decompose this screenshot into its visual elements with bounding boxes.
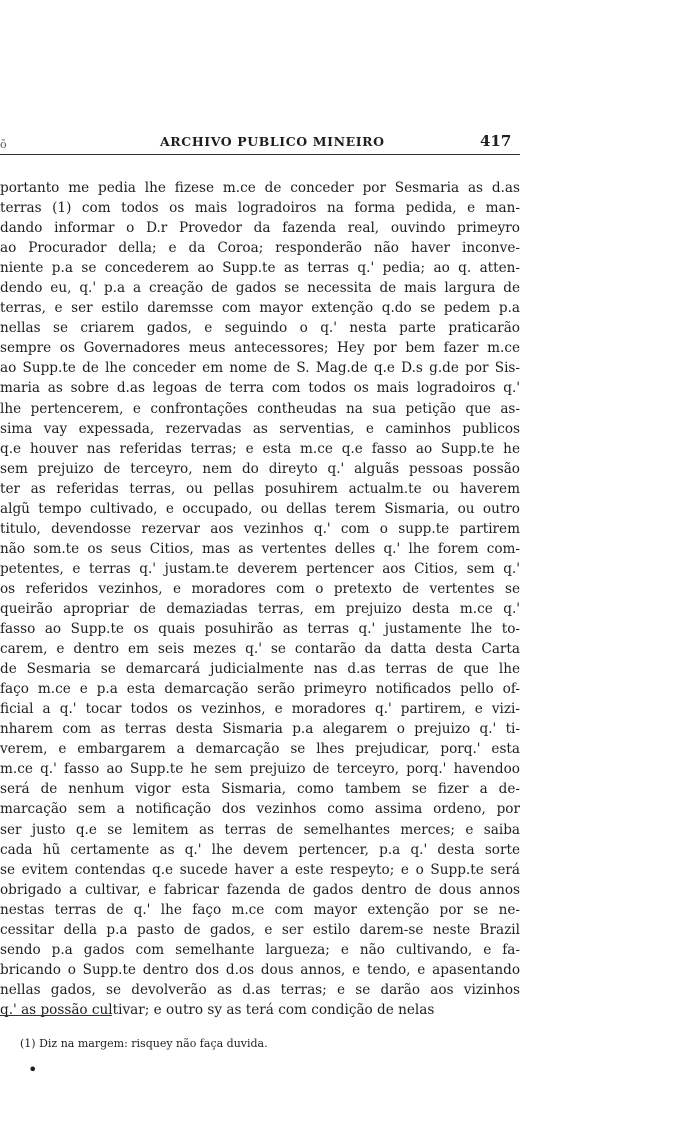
text-line: fasso ao Supp.te os quais posuhirão as terras q.' justamente lhe to-: [0, 621, 520, 638]
body-text: [0, 178, 520, 1020]
footnote: (1) Diz na margem: risquey não faça duvida.: [20, 1037, 268, 1050]
text-line: m.ce q.' fasso ao Supp.te he sem prejuizo de terceyro, porq.' havendoo: [0, 761, 520, 778]
running-title: ARCHIVO PUBLICO MINEIRO: [160, 134, 385, 149]
text-line: maria as sobre d.as legoas de terra com todos os mais logradoiros q.': [0, 380, 520, 397]
footnote-rule: [0, 1015, 112, 1016]
text-line: se evitem contendas q.e sucede haver a este respeyto; e o Supp.te será: [0, 861, 520, 878]
text-line: será de nenhum vigor esta Sismaria, como tambem se fizer a de-: [0, 781, 520, 798]
page-number: 417: [480, 132, 512, 150]
text-line: ter as referidas terras, ou pellas posuhirem actualm.te ou haverem: [0, 480, 520, 497]
text-line: faço m.ce e p.a esta demarcação serão primeyro notificados pello of-: [0, 681, 520, 698]
text-line: ser justo q.e se lemitem as terras de semelhantes merces; e saiba: [0, 821, 520, 838]
text-line: nellas gados, se devolverão as d.as terras; e se darão aos vizinhos: [0, 981, 520, 998]
text-line: q.' as possão cultivar; e outro sy as terá com condição de nelas: [0, 1001, 435, 1018]
text-line: titulo, devendosse rezervar aos vezinhos q.' com o supp.te partirem: [0, 520, 520, 537]
text-line: petentes, e terras q.' justam.te deverem pertencer aos Citios, sem q.': [0, 560, 520, 577]
text-line: terras (1) com todos os mais logradoiros na forma pedida, e man-: [0, 200, 520, 217]
text-line: niente p.a se concederem ao Supp.te as terras q.' pedia; ao q. atten-: [0, 260, 520, 277]
text-line: nellas se criarem gados, e seguindo o q.' nesta parte praticarão: [0, 320, 520, 337]
text-line: cessitar della p.a pasto de gados, e ser estilo darem-se neste Brazil: [0, 921, 520, 938]
text-line: dendo eu, q.' p.a a creação de gados se necessita de mais largura de: [0, 280, 520, 297]
text-line: verem, e embargarem a demarcação se lhes prejudicar, porq.' esta: [0, 741, 520, 758]
text-line: sempre os Governadores meus antecessores; Hey por bem fazer m.ce: [0, 340, 520, 357]
text-line: ficial a q.' tocar todos os vezinhos, e moradores q.' partirem, e vizi-: [0, 701, 520, 718]
text-line: cada hũ certamente as q.' lhe devem pertencer, p.a q.' desta sorte: [0, 841, 520, 858]
text-line: nestas terras de q.' lhe faço m.ce com mayor extenção por se ne-: [0, 901, 520, 918]
text-line: ao Supp.te de lhe conceder em nome de S. Mag.de q.e D.s g.de por Sis-: [0, 360, 520, 377]
text-line: ao Procurador della; e da Coroa; responderão não haver inconve-: [0, 240, 520, 257]
text-line: dando informar o D.r Provedor da fazenda real, ouvindo primeyro: [0, 220, 520, 237]
text-line: sem prejuizo de terceyro, nem do direyto q.' alguãs pessoas possão: [0, 460, 520, 477]
text-line: não som.te os seus Citios, mas as vertentes delles q.' lhe forem com-: [0, 540, 520, 557]
text-line: q.e houver nas referidas terras; e esta m.ce q.e fasso ao Supp.te he: [0, 440, 520, 457]
text-line: nharem com as terras desta Sismaria p.a alegarem o prejuizo q.' ti-: [0, 721, 520, 738]
running-header: [0, 130, 520, 155]
text-line: carem, e dentro em seis mezes q.' se contarão da datta desta Carta: [0, 641, 520, 658]
text-line: sendo p.a gados com semelhante largueza; e não cultivando, e fa-: [0, 941, 520, 958]
text-line: queirão apropriar de demaziadas terras, em prejuizo desta m.ce q.': [0, 600, 520, 617]
text-line: sima vay expessada, rezervadas as serventias, e caminhos publicos: [0, 420, 520, 437]
text-line: obrigado a cultivar, e fabricar fazenda de gados dentro de dous annos: [0, 881, 520, 898]
text-line: de Sesmaria se demarcará judicialmente nas d.as terras de que lhe: [0, 661, 520, 678]
text-line: algũ tempo cultivado, e occupado, ou dellas terem Sismaria, ou outro: [0, 500, 520, 517]
bullet-mark: •: [28, 1060, 38, 1079]
text-line: marcação sem a notificação dos vezinhos como assima ordeno, por: [0, 801, 520, 818]
text-line: os referidos vezinhos, e moradores com o pretexto de vertentes se: [0, 580, 520, 597]
text-line: portanto me pedia lhe fizese m.ce de conceder por Sesmaria as d.as: [0, 180, 520, 196]
text-line: terras, e ser estilo daremsse com mayor extenção q.do se pedem p.a: [0, 300, 520, 317]
text-line: bricando o Supp.te dentro dos d.os dous annos, e tendo, e apasentando: [0, 961, 520, 978]
text-line: lhe pertencerem, e confrontações contheudas na sua petição que as-: [0, 400, 520, 417]
edge-mark: ō: [0, 138, 7, 151]
